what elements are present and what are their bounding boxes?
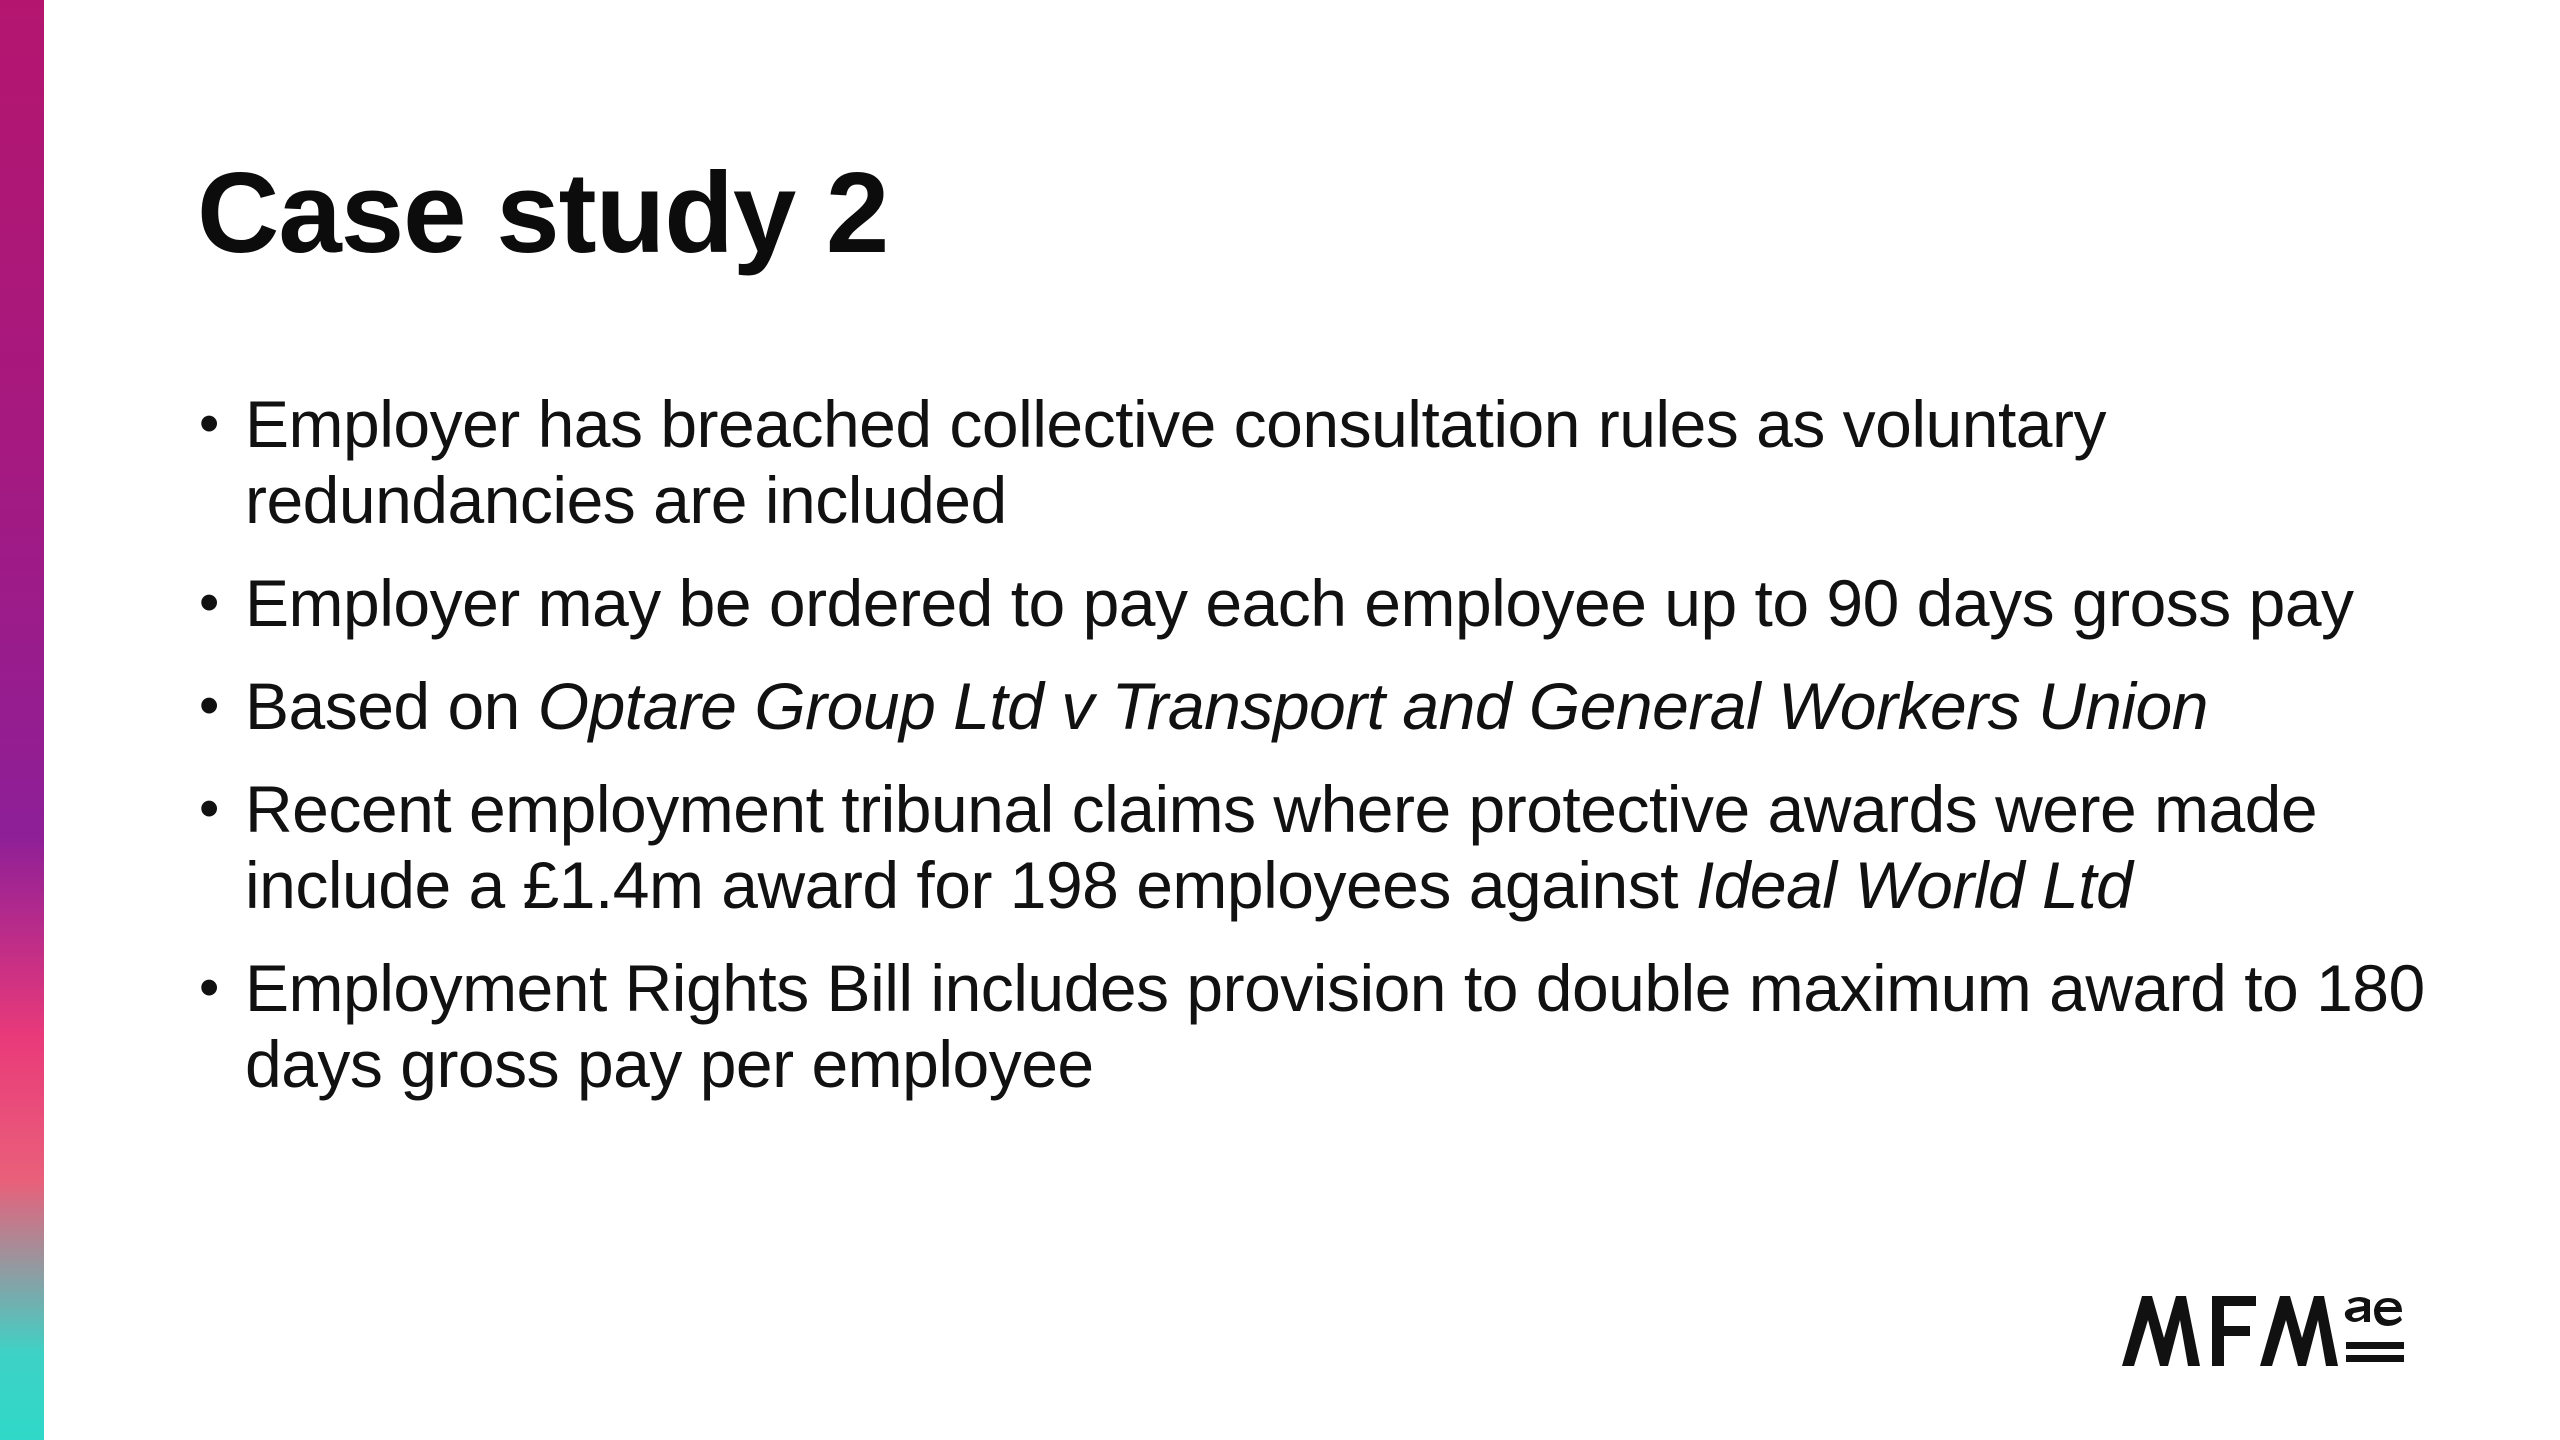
case-name: Optare Group Ltd v Transport and General Workers Union [537,669,2208,743]
bullet-list [197,386,2437,1129]
slide-title: Case study 2 [197,150,889,277]
bullet-text: Recent employment tribunal claims where protective awards were made include a £1.4m award for 198 employees against [245,772,2318,922]
bullet-item [197,386,2437,538]
bullet-item [197,771,2437,923]
bullet-text: Employer has breached collective consultation rules as voluntary redundancies are included [245,387,2106,537]
bullet-text: Employment Rights Bill includes provision to double maximum award to 180 days gross pay per employee [245,951,2425,1101]
bullet-item [197,565,2437,641]
company-name: Ideal World Ltd [1695,848,2133,922]
accent-gradient-bar [0,0,44,1440]
mfmac-logo [2120,1292,2410,1372]
bullet-text: Based on [245,669,538,743]
bullet-item [197,668,2437,744]
bullet-text: Employer may be ordered to pay each employee up to 90 days gross pay [245,566,2354,640]
bullet-item [197,950,2437,1102]
